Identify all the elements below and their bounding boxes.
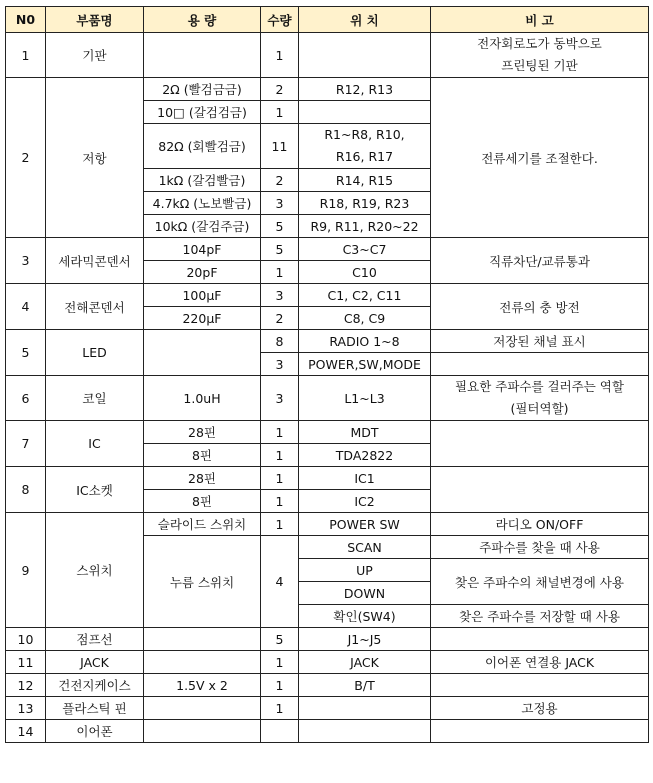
- cell-position: POWER SW: [299, 513, 431, 536]
- cell-name: 세라믹콘덴서: [46, 238, 144, 284]
- cell-qty: 1: [261, 651, 299, 674]
- cell-capacity: [144, 628, 261, 651]
- note-line: 필요한 주파수를 걸러주는 역할: [455, 379, 624, 394]
- cell-note: [431, 720, 649, 743]
- cell-note: [431, 467, 649, 513]
- cell-capacity: 1.5V x 2: [144, 674, 261, 697]
- cell-qty: 1: [261, 101, 299, 124]
- position-line: R16, R17: [335, 149, 394, 164]
- cell-qty: 11: [261, 124, 299, 169]
- cell-note: 찾은 주파수의 채널변경에 사용: [431, 559, 649, 605]
- cell-no: 14: [6, 720, 46, 743]
- cell-qty: 1: [261, 33, 299, 78]
- cell-position: [299, 33, 431, 78]
- cell-note: 라디오 ON/OFF: [431, 513, 649, 536]
- header-row: [6, 7, 649, 33]
- cell-note: [431, 376, 649, 421]
- cell-capacity: 220μF: [144, 307, 261, 330]
- cell-name: 건전지케이스: [46, 674, 144, 697]
- table-row: [6, 238, 649, 261]
- cell-qty: 1: [261, 444, 299, 467]
- cell-capacity: 28핀: [144, 421, 261, 444]
- cell-no: 13: [6, 697, 46, 720]
- cell-qty: 3: [261, 192, 299, 215]
- cell-position: C3~C7: [299, 238, 431, 261]
- header-qty: 수량: [261, 7, 299, 33]
- cell-note: [431, 628, 649, 651]
- table-row: [6, 513, 649, 536]
- cell-qty: 5: [261, 238, 299, 261]
- header-no: N0: [6, 7, 46, 33]
- cell-position: [299, 124, 431, 169]
- cell-qty: 3: [261, 353, 299, 376]
- table-row: [6, 376, 649, 421]
- parts-table: [5, 6, 649, 743]
- cell-capacity: [144, 33, 261, 78]
- cell-position: C8, C9: [299, 307, 431, 330]
- cell-qty: 1: [261, 674, 299, 697]
- cell-no: 12: [6, 674, 46, 697]
- cell-capacity: 104pF: [144, 238, 261, 261]
- cell-qty: 5: [261, 628, 299, 651]
- cell-note: 주파수를 찾을 때 사용: [431, 536, 649, 559]
- cell-no: 7: [6, 421, 46, 467]
- cell-position: POWER,SW,MODE: [299, 353, 431, 376]
- cell-note: 저장된 채널 표시: [431, 330, 649, 353]
- cell-capacity: 4.7kΩ (노보빨금): [144, 192, 261, 215]
- cell-qty: 3: [261, 284, 299, 307]
- cell-name: 저항: [46, 78, 144, 238]
- cell-position: [299, 720, 431, 743]
- cell-capacity: 누름 스위치: [144, 536, 261, 628]
- cell-name: IC: [46, 421, 144, 467]
- cell-qty: 1: [261, 467, 299, 490]
- cell-capacity: 1.0uH: [144, 376, 261, 421]
- cell-name: 코일: [46, 376, 144, 421]
- cell-qty: 3: [261, 376, 299, 421]
- header-capacity: 용 량: [144, 7, 261, 33]
- cell-note: 찾은 주파수를 저장할 때 사용: [431, 605, 649, 628]
- table-row: [6, 78, 649, 101]
- table-row: [6, 628, 649, 651]
- cell-position: [299, 697, 431, 720]
- table-row: [6, 33, 649, 78]
- cell-qty: [261, 720, 299, 743]
- cell-capacity: 1kΩ (갈검빨금): [144, 169, 261, 192]
- cell-no: 5: [6, 330, 46, 376]
- cell-qty: 2: [261, 169, 299, 192]
- cell-name: JACK: [46, 651, 144, 674]
- table-row: [6, 697, 649, 720]
- table-row: [6, 421, 649, 444]
- cell-capacity: 8핀: [144, 490, 261, 513]
- cell-capacity: 82Ω (회빨검금): [144, 124, 261, 169]
- cell-no: 9: [6, 513, 46, 628]
- cell-note: 직류차단/교류통과: [431, 238, 649, 284]
- table-row: [6, 674, 649, 697]
- cell-position: TDA2822: [299, 444, 431, 467]
- cell-qty: 8: [261, 330, 299, 353]
- header-position: 위 치: [299, 7, 431, 33]
- table-row: [6, 284, 649, 307]
- cell-capacity: 10□ (갈검검금): [144, 101, 261, 124]
- cell-note: [431, 674, 649, 697]
- cell-name: 기판: [46, 33, 144, 78]
- cell-position: DOWN: [299, 582, 431, 605]
- note-line: 프린팅된 기판: [501, 58, 578, 73]
- cell-note: 전류세기를 조절한다.: [431, 78, 649, 238]
- cell-note: 이어폰 연결용 JACK: [431, 651, 649, 674]
- cell-position: [299, 101, 431, 124]
- cell-qty: 2: [261, 307, 299, 330]
- cell-position: 확인(SW4): [299, 605, 431, 628]
- cell-name: IC소켓: [46, 467, 144, 513]
- cell-no: 1: [6, 33, 46, 78]
- cell-qty: 1: [261, 490, 299, 513]
- table-row: [6, 651, 649, 674]
- cell-position: C10: [299, 261, 431, 284]
- cell-capacity: 28핀: [144, 467, 261, 490]
- position-line: R1~R8, R10,: [324, 127, 405, 142]
- cell-qty: 5: [261, 215, 299, 238]
- cell-position: R14, R15: [299, 169, 431, 192]
- cell-no: 4: [6, 284, 46, 330]
- cell-capacity: 20pF: [144, 261, 261, 284]
- cell-position: RADIO 1~8: [299, 330, 431, 353]
- cell-name: 점프선: [46, 628, 144, 651]
- cell-note: 고정용: [431, 697, 649, 720]
- cell-capacity: [144, 697, 261, 720]
- cell-no: 6: [6, 376, 46, 421]
- table-row: [6, 720, 649, 743]
- cell-qty: 4: [261, 536, 299, 628]
- cell-qty: 1: [261, 513, 299, 536]
- cell-position: B/T: [299, 674, 431, 697]
- cell-capacity: [144, 330, 261, 376]
- cell-position: IC2: [299, 490, 431, 513]
- note-line: 전자회로도가 동박으로: [477, 36, 602, 51]
- cell-capacity: [144, 720, 261, 743]
- cell-position: JACK: [299, 651, 431, 674]
- cell-position: C1, C2, C11: [299, 284, 431, 307]
- table-row: [6, 467, 649, 490]
- cell-position: J1~J5: [299, 628, 431, 651]
- cell-note: [431, 33, 649, 78]
- cell-qty: 1: [261, 421, 299, 444]
- cell-position: MDT: [299, 421, 431, 444]
- cell-note: [431, 421, 649, 467]
- cell-qty: 2: [261, 78, 299, 101]
- cell-position: UP: [299, 559, 431, 582]
- cell-qty: 1: [261, 697, 299, 720]
- cell-no: 8: [6, 467, 46, 513]
- cell-capacity: 10kΩ (갈검주금): [144, 215, 261, 238]
- cell-name: 스위치: [46, 513, 144, 628]
- cell-position: R9, R11, R20~22: [299, 215, 431, 238]
- cell-capacity: [144, 651, 261, 674]
- cell-name: 전해콘덴서: [46, 284, 144, 330]
- cell-no: 10: [6, 628, 46, 651]
- cell-capacity: 8핀: [144, 444, 261, 467]
- cell-capacity: 2Ω (빨검금금): [144, 78, 261, 101]
- cell-position: IC1: [299, 467, 431, 490]
- cell-no: 2: [6, 78, 46, 238]
- cell-name: 이어폰: [46, 720, 144, 743]
- cell-no: 11: [6, 651, 46, 674]
- header-note: 비 고: [431, 7, 649, 33]
- cell-qty: 1: [261, 261, 299, 284]
- cell-position: R18, R19, R23: [299, 192, 431, 215]
- cell-name: 플라스틱 핀: [46, 697, 144, 720]
- cell-capacity: 슬라이드 스위치: [144, 513, 261, 536]
- cell-no: 3: [6, 238, 46, 284]
- cell-position: R12, R13: [299, 78, 431, 101]
- cell-note: [431, 353, 649, 376]
- cell-note: 전류의 충 방전: [431, 284, 649, 330]
- cell-position: L1~L3: [299, 376, 431, 421]
- table-row: [6, 330, 649, 353]
- cell-position: SCAN: [299, 536, 431, 559]
- note-line: (필터역할): [510, 401, 569, 416]
- cell-name: LED: [46, 330, 144, 376]
- header-name: 부품명: [46, 7, 144, 33]
- cell-capacity: 100μF: [144, 284, 261, 307]
